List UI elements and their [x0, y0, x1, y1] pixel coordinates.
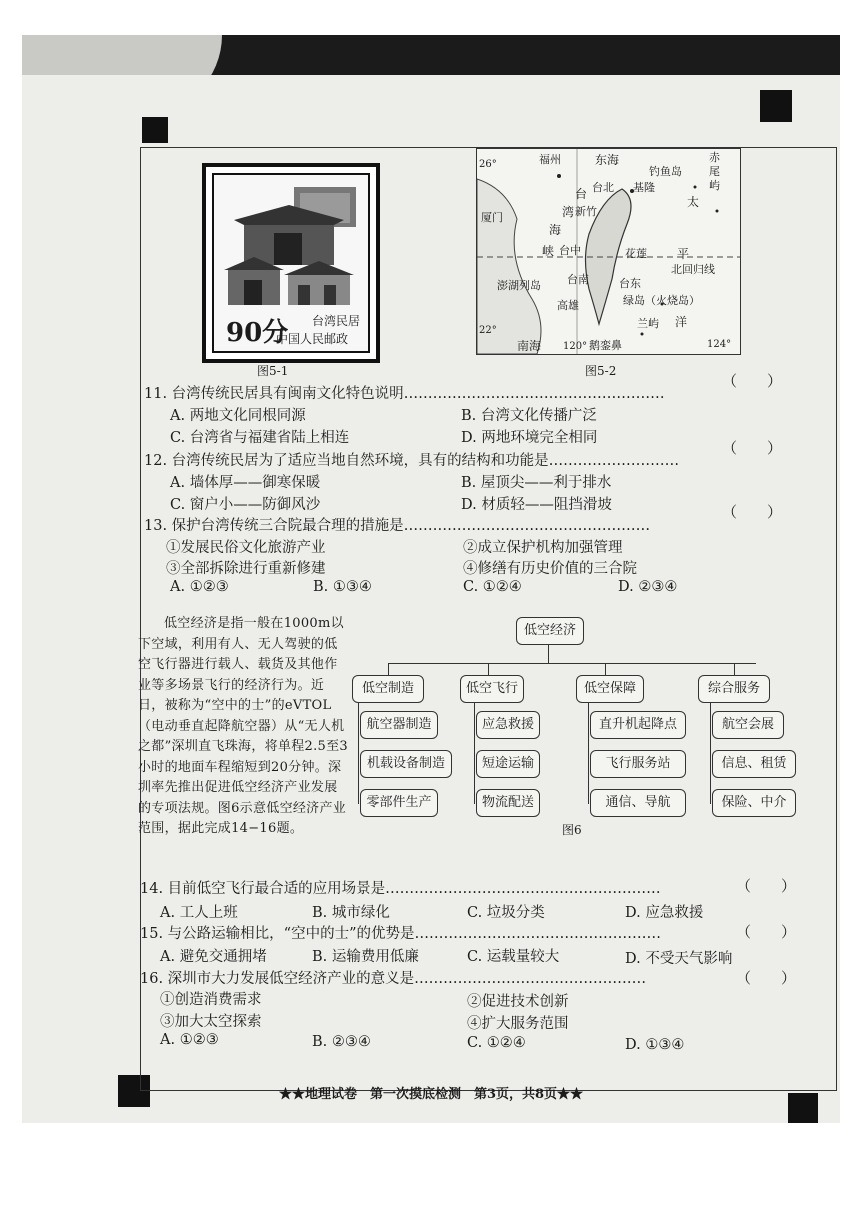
map-label-eluanbi: 鹅銮鼻: [589, 339, 622, 352]
map-lat-bottom: 22°: [479, 325, 497, 336]
map-label-donghai: 东海: [595, 153, 620, 167]
q15-stem: 15. 与公路运输相比，“空中的士”的优势是……………………………………………: [140, 926, 661, 942]
registration-mark-top-right: [760, 90, 792, 122]
map-label-taibei: 台北: [592, 181, 614, 194]
q11-option-a: A. 两地文化同根同源: [170, 408, 306, 424]
chart-connector: [734, 663, 735, 675]
figure-6-label: 图6: [562, 823, 582, 837]
map-label-yang: 洋: [675, 315, 688, 329]
q15-option-a: A. 避免交通拥堵: [160, 949, 267, 965]
q13-statement-1: ①发展民俗文化旅游产业: [166, 540, 326, 556]
chart-item-helipad: 直升机起降点: [590, 711, 686, 739]
q15-answer-blank[interactable]: （ ）: [736, 923, 797, 941]
map-label-wan: 湾: [562, 205, 575, 219]
chart-group-flight: 低空飞行: [460, 675, 524, 703]
taiwan-map: [476, 148, 741, 355]
map-label-hai: 海: [549, 223, 562, 237]
figure-5-1-label: 图5-1: [257, 364, 289, 378]
chart-connector: [388, 663, 756, 664]
chart-group-manufacturing: 低空制造: [352, 675, 424, 703]
q14-option-a: A. 工人上班: [160, 905, 238, 921]
q16-stem: 16. 深圳市大力发展低空经济产业的意义是…………………………………………: [140, 971, 647, 987]
map-label-diaoyudao: 钓鱼岛: [649, 165, 682, 178]
q12-option-b: B. 屋顶尖——利于排水: [461, 475, 612, 491]
page-footer: ★★地理试卷 第一次摸底检测 第3页，共8页★★: [278, 1087, 584, 1102]
photo-background: [22, 35, 840, 1123]
map-lon-right: 124°: [707, 339, 732, 350]
chart-group-support: 低空保障: [576, 675, 644, 703]
q11-option-d: D. 两地环境完全相同: [461, 430, 598, 446]
q13-stem: 13. 保护台湾传统三合院最合理的措施是……………………………………………: [144, 518, 651, 534]
map-label-penghu: 澎湖列岛: [497, 279, 541, 292]
map-label-ping: 平: [677, 247, 690, 261]
map-lat-top: 26°: [479, 159, 497, 170]
q11-option-c: C. 台湾省与福建省陆上相连: [170, 430, 350, 446]
map-lon-left: 120°: [563, 341, 588, 352]
q13-option-c: C. ①②④: [463, 579, 522, 595]
q12-option-c: C. 窗户小——防御风沙: [170, 497, 321, 513]
map-label-taizhong: 台中: [559, 244, 581, 257]
q14-option-c: C. 垃圾分类: [467, 905, 545, 921]
chart-item-aircraft-manufacturing: 航空器制造: [360, 711, 438, 739]
stamp-value: 90分: [226, 318, 289, 348]
map-label-taidong: 台东: [619, 277, 641, 290]
map-label-fuzhou: 福州: [539, 153, 561, 166]
q13-option-d: D. ②③④: [618, 579, 678, 595]
map-label-xinzhu: 新竹: [575, 205, 597, 218]
q16-statement-1: ①创造消费需求: [160, 992, 262, 1008]
chart-connector: [358, 702, 359, 804]
q16-option-b: B. ②③④: [312, 1034, 371, 1050]
q15-option-c: C. 运载量较大: [467, 949, 560, 965]
chart-connector: [548, 644, 549, 664]
q16-statement-2: ②促进技术创新: [467, 994, 569, 1010]
q14-stem: 14. 目前低空飞行最合适的应用场景是…………………………………………………: [140, 881, 661, 897]
map-label-xiamen: 厦门: [481, 211, 503, 224]
q13-option-b: B. ①③④: [313, 579, 372, 595]
chart-item-logistics: 物流配送: [476, 789, 540, 817]
chart-connector: [388, 663, 389, 675]
map-label-lanyu: 兰屿: [637, 317, 659, 330]
map-label-jilong: 基隆: [633, 181, 655, 194]
q12-option-a: A. 墙体厚——御寒保暖: [170, 475, 321, 491]
q15-option-d: D. 不受天气影响: [625, 951, 733, 967]
stamp-issuer: 中国人民邮政: [276, 332, 349, 346]
chart-connector: [588, 702, 589, 804]
chart-item-comm-navigation: 通信、导航: [590, 789, 686, 817]
q13-statement-4: ④修缮有历史价值的三合院: [463, 561, 637, 577]
q11-answer-blank[interactable]: （ ）: [722, 372, 783, 390]
q16-option-a: A. ①②③: [160, 1032, 219, 1048]
chart-item-info-leasing: 信息、租赁: [712, 750, 796, 778]
registration-mark-top-left: [142, 117, 168, 143]
q16-answer-blank[interactable]: （ ）: [736, 969, 797, 987]
q14-answer-blank[interactable]: （ ）: [736, 877, 797, 895]
chart-connector: [605, 663, 606, 675]
map-label-tainan: 台南: [567, 273, 589, 286]
q11-stem: 11. 台湾传统民居具有闽南文化特色说明………………………………………………: [144, 386, 665, 402]
map-label-xia: 峡: [542, 244, 555, 258]
chart-item-exhibition: 航空会展: [712, 711, 784, 739]
chart-item-insurance: 保险、中介: [712, 789, 796, 817]
q13-statement-2: ②成立保护机构加强管理: [463, 540, 623, 556]
low-altitude-economy-passage: 低空经济是指一般在1000m以下空域，利用有人、无人驾驶的低空飞行器进行载人、载货及其他作业等多场景飞行的经济行为。近日，被称为“空中的士”的eVTOL（电动垂直起降航空器）从“无人机之都”深圳直飞珠海，将单程2.5至3小时的地面车程缩短到20分钟。深圳率先推出促进低空经济产业发展的专项法规。图6示意低空经济产业范围，据此完成14−16题。: [138, 616, 348, 836]
q12-answer-blank[interactable]: （ ）: [722, 439, 783, 457]
map-label-tai: 台: [575, 187, 588, 201]
q12-option-d: D. 材质轻——阻挡滑坡: [461, 497, 612, 513]
q11-option-b: B. 台湾文化传播广泛: [461, 408, 597, 424]
q16-option-d: D. ①③④: [625, 1037, 685, 1053]
q15-option-b: B. 运输费用低廉: [312, 949, 419, 965]
map-label-hualian: 花莲: [625, 247, 647, 260]
q13-option-a: A. ①②③: [170, 579, 229, 595]
map-label-nanhai: 南海: [517, 339, 542, 353]
chart-root: 低空经济: [516, 617, 584, 645]
map-label-taiping-tai: 太: [687, 195, 700, 209]
figure-5-2-label: 图5-2: [585, 364, 617, 378]
map-label-chiweiyu: 赤尾屿: [709, 151, 720, 192]
chart-item-parts-production: 零部件生产: [360, 789, 438, 817]
q13-statement-3: ③全部拆除进行重新修建: [166, 561, 326, 577]
q13-answer-blank[interactable]: （ ）: [722, 503, 783, 521]
chart-item-airborne-equipment: 机载设备制造: [360, 750, 452, 778]
q16-option-c: C. ①②④: [467, 1035, 526, 1051]
q14-option-d: D. 应急救援: [625, 905, 704, 921]
chart-connector: [474, 702, 475, 804]
chart-group-services: 综合服务: [698, 675, 770, 703]
q16-statement-3: ③加大太空探索: [160, 1014, 262, 1030]
stamp-figure: [202, 163, 380, 363]
chart-item-short-transport: 短途运输: [476, 750, 540, 778]
q16-statement-4: ④扩大服务范围: [467, 1016, 569, 1032]
chart-connector: [488, 663, 489, 675]
map-label-lvdao: 绿岛（火烧岛）: [623, 294, 700, 307]
map-label-gaoxiong: 高雄: [557, 299, 579, 312]
chart-connector: [710, 702, 711, 804]
chart-item-emergency-rescue: 应急救援: [476, 711, 540, 739]
stamp-caption: 台湾民居: [312, 314, 361, 328]
map-label-tropic: 北回归线: [671, 263, 715, 276]
chart-item-flight-service: 飞行服务站: [590, 750, 686, 778]
q12-stem: 12. 台湾传统民居为了适应当地自然环境，具有的结构和功能是………………………: [144, 453, 680, 469]
q14-option-b: B. 城市绿化: [312, 905, 390, 921]
